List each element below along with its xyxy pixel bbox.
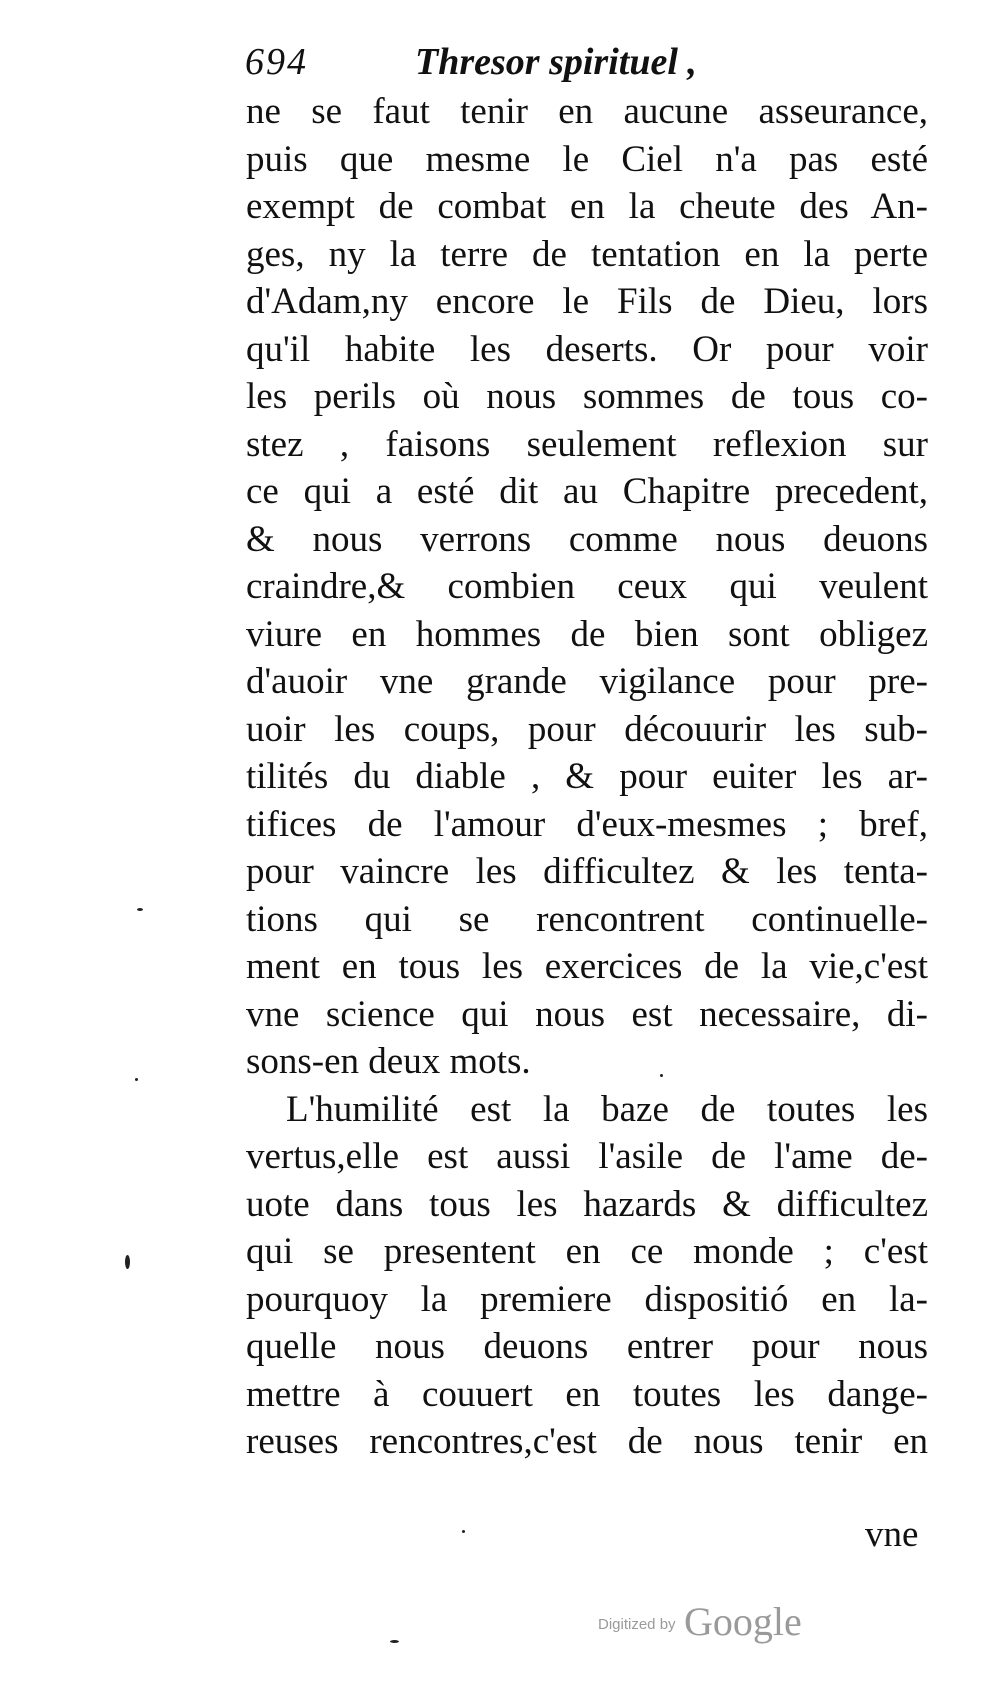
text-line: stez , faisons seulement reflexion sur [246,423,928,465]
watermark-prefix: Digitized by [598,1616,676,1633]
scan-speck [137,908,143,911]
scan-speck [462,1530,465,1533]
text-line: ne se faut tenir en aucune asseurance, [246,91,928,132]
digitized-watermark [598,1598,802,1645]
scan-speck [390,1640,399,1643]
body-text [246,88,928,1466]
text-line: vertus,elle est aussi l'asile de l'ame de- [246,1136,928,1177]
text-line: ce qui a esté dit au Chapitre precedent, [246,471,928,512]
text-line: uoir les coups, pour découurir les sub- [246,708,928,750]
text-line: tilités du diable , & pour euiter les ar- [246,756,928,797]
text-line: qu'il habite les deserts. Or pour voir [246,328,928,370]
text-line: tions qui se rencontrent continuelle- [246,898,928,940]
text-line: exempt de combat en la cheute des An- [246,186,928,227]
text-line-paragraph-end: sons-en deux mots. [246,1041,531,1082]
running-title: Thresor spirituel , [415,41,697,83]
page-header [245,40,765,90]
catchword: vne [865,1514,919,1555]
text-line: uote dans tous les hazards & difficultez [246,1183,928,1225]
text-line: & nous verrons comme nous deuons [246,518,928,560]
text-line: viure en hommes de bien sont obligez [246,613,928,655]
scan-speck [660,1074,663,1077]
text-line: pour vaincre les difficultez & les tenta- [246,851,928,892]
page-number: 694 [245,41,308,83]
text-line: ment en tous les exercices de la vie,c'est [246,946,928,987]
text-line: qui se presentent en ce monde ; c'est [246,1231,928,1272]
text-line: tifices de l'amour d'eux-mesmes ; bref, [246,803,928,845]
text-line: ges, ny la terre de tentation en la perte [246,233,928,275]
text-line: craindre,& combien ceux qui veulent [246,566,928,607]
scan-speck [125,1255,130,1269]
text-line: quelle nous deuons entrer pour nous [246,1326,928,1367]
text-line: vne science qui nous est necessaire, di- [246,993,928,1035]
text-line: d'Adam,ny encore le Fils de Dieu, lors [246,281,928,322]
scan-speck [135,1078,138,1081]
text-line: puis que mesme le Ciel n'a pas esté [246,138,928,180]
text-line: mettre à couuert en toutes les dange- [246,1373,928,1415]
text-line: les perils où nous sommes de tous co- [246,376,928,417]
text-line: d'auoir vne grande vigilance pour pre- [246,661,928,702]
watermark-brand: Google [684,1599,802,1644]
text-line-paragraph-start: L'humilité est la baze de toutes les [286,1088,928,1130]
text-line: reuses rencontres,c'est de nous tenir en [246,1421,928,1462]
text-line: pourquoy la premiere dispositió en la- [246,1278,928,1320]
